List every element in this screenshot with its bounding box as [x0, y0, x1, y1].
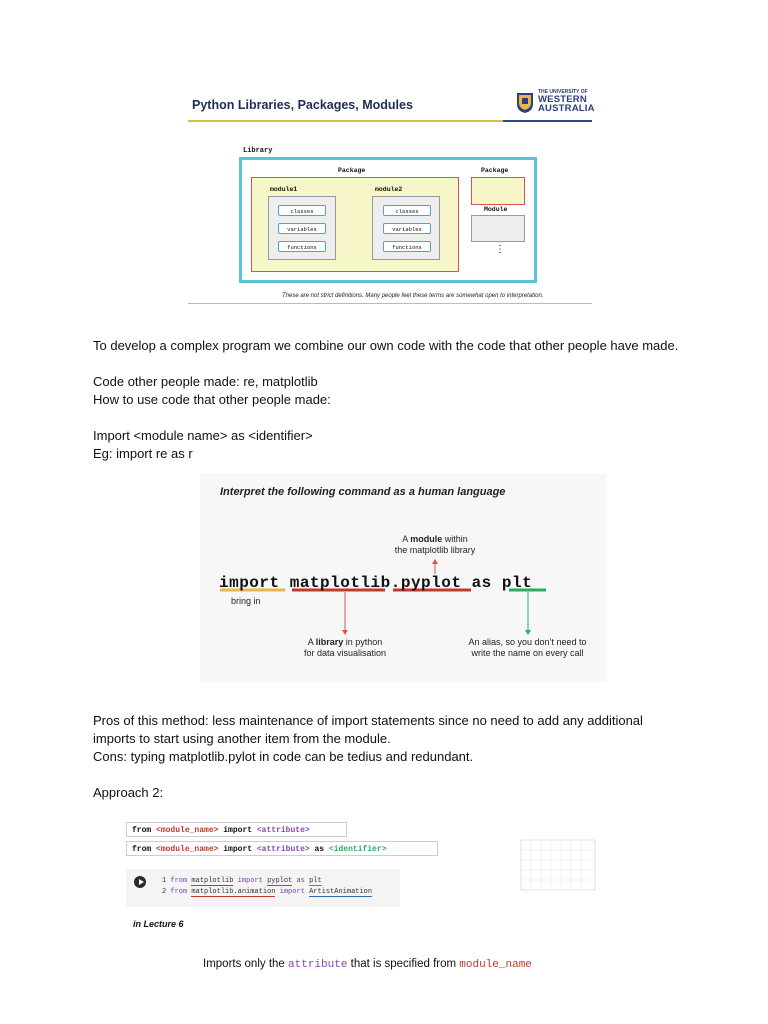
- module2-variables: variables: [383, 223, 431, 234]
- empty-plot-thumbnail: [511, 834, 599, 898]
- paragraph-import-syntax: Import <module name> as <identifier>: [93, 428, 313, 443]
- title-divider-gold: [188, 120, 503, 122]
- slide-figure-libraries: [188, 86, 595, 306]
- package2-label: Package: [481, 167, 509, 174]
- lecture-caption: in Lecture 6: [133, 919, 184, 929]
- library-label: Library: [243, 147, 273, 155]
- module1-functions: functions: [278, 241, 326, 252]
- paragraph-how-to: How to use code that other people made:: [93, 392, 331, 407]
- module-note: A module within the matplotlib library: [394, 534, 476, 555]
- university-crest-icon: [516, 92, 534, 114]
- syntax-from-import-as: from <module_name> import <attribute> as <identifier>: [126, 841, 438, 856]
- paragraph-cons: Cons: typing matplotlib.pylot in code can be tedius and redundant.: [93, 749, 474, 764]
- imports-caption: Imports only the attribute that is specified from module_name: [203, 958, 532, 971]
- module1-label: module1: [270, 186, 298, 193]
- paragraph-approach2: Approach 2:: [93, 785, 164, 800]
- code-line-1: 1 from matplotlib import pyplot as plt: [162, 877, 322, 885]
- module2-label: module2: [375, 186, 403, 193]
- title-divider-blue: [503, 120, 592, 122]
- library-note: A library in python for data visualisation: [303, 637, 387, 658]
- run-cell-icon[interactable]: [134, 876, 146, 888]
- university-logo: THE UNIVERSITY OF WESTERN AUSTRALIA: [538, 89, 595, 114]
- module2-functions: functions: [383, 241, 431, 252]
- notebook-code-cell: [126, 869, 400, 907]
- definitions-note: These are not strict definitions. Many people feel these terms are somewhat open to interpretation.: [282, 293, 544, 299]
- module-label: Module: [484, 206, 508, 213]
- module1-variables: variables: [278, 223, 326, 234]
- import-code-line: import matplotlib.pyplot as plt: [219, 574, 533, 592]
- import-explanation-figure: [200, 474, 606, 682]
- slide-bottom-line: [188, 303, 592, 304]
- alias-note: An alias, so you don’t need to write the name on every call: [468, 637, 587, 658]
- paragraph-example: Eg: import re as r: [93, 446, 193, 461]
- figure-heading: Interpret the following command as a human language: [220, 486, 506, 498]
- paragraph-pros: Pros of this method: less maintenance of import statements since no need to add any additional imports to start using another item from the module.: [93, 713, 643, 746]
- bring-in-label: bring in: [231, 596, 261, 606]
- package2-box: [471, 177, 525, 205]
- paragraph-code-others: Code other people made: re, matplotlib: [93, 374, 318, 389]
- module1-classes: classes: [278, 205, 326, 216]
- module2-classes: classes: [383, 205, 431, 216]
- paragraph-intro: To develop a complex program we combine our own code with the code that other people have made.: [93, 338, 679, 353]
- code-line-2: 2 from matplotlib.animation import ArtistAnimation: [162, 888, 373, 896]
- slide-title: Python Libraries, Packages, Modules: [192, 98, 413, 112]
- module-box: [471, 215, 525, 242]
- package-label: Package: [338, 167, 366, 174]
- ellipsis: ⋮: [495, 244, 505, 255]
- syntax-from-import: from <module_name> import <attribute>: [126, 822, 347, 837]
